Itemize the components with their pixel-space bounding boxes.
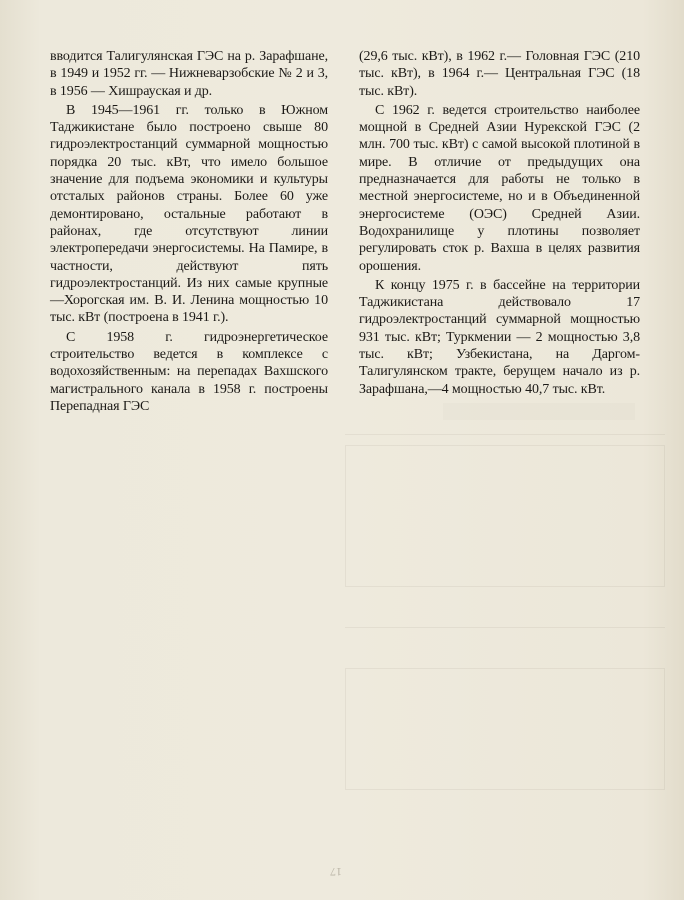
- show-through-text: [345, 395, 665, 845]
- left-paragraph-3: С 1958 г. гидроэнергетическое строительство ведется в комплексе с водохозяйственным: на перепадах Вахшского магистрального канала в 1958 г. построены Перепадная ГЭС: [50, 329, 328, 414]
- right-column: [359, 48, 640, 398]
- page-number: 17: [330, 865, 342, 879]
- left-column: [50, 48, 328, 415]
- right-paragraph-1: (29,6 тыс. кВт), в 1962 г.— Головная ГЭС (210 тыс. кВт), в 1964 г.— Центральная ГЭС (18 тыс. кВт).: [359, 49, 640, 99]
- left-paragraph-1: вводится Талигулянская ГЭС на р. Зарафшане, в 1949 и 1952 гг. — Нижневарзобские № 2 и 3, в 1956 — Хишрауская и др.: [50, 49, 328, 99]
- right-paragraph-2: С 1962 г. ведется строительство наиболее мощной в Средней Азии Нурекской ГЭС (2 млн. 700 тыс. кВт) с самой высокой плотиной в мире. В отличие от предыдущих она предназначается для работы не только в местной энергосистеме, но и в Объединенной энергосистеме (ОЭС) Средней Азии. Водохранилище у плотины позволяет регулировать сток р. Вахша в целях развития орошения.: [359, 102, 640, 274]
- right-paragraph-3: К концу 1975 г. в бассейне на территории Таджикистана действовало 17 гидроэлектростанций суммарной мощностью 931 тыс. кВт; Туркмении — 2 мощностью 3,8 тыс. кВт; Узбекистана, на Даргом-Талигулянском тракте, берущем начало из р. Зарафшана,—4 мощностью 40,7 тыс. кВт.: [359, 277, 640, 397]
- left-paragraph-2: В 1945—1961 гг. только в Южном Таджикистане было построено свыше 80 гидроэлектростанций суммарной мощностью порядка 20 тыс. кВт, что имело большое значение для подъема экономики и культуры отсталых районов страны. Более 60 уже демонтировано, остальные работают в районах, где отсутствуют линии электропередачи энергосистемы. На Памире, в частности, действуют пять гидроэлектростанций. Из них самые крупные—Хорогская им. В. И. Ленина мощностью 10 тыс. кВт (построена в 1941 г.).: [50, 102, 328, 326]
